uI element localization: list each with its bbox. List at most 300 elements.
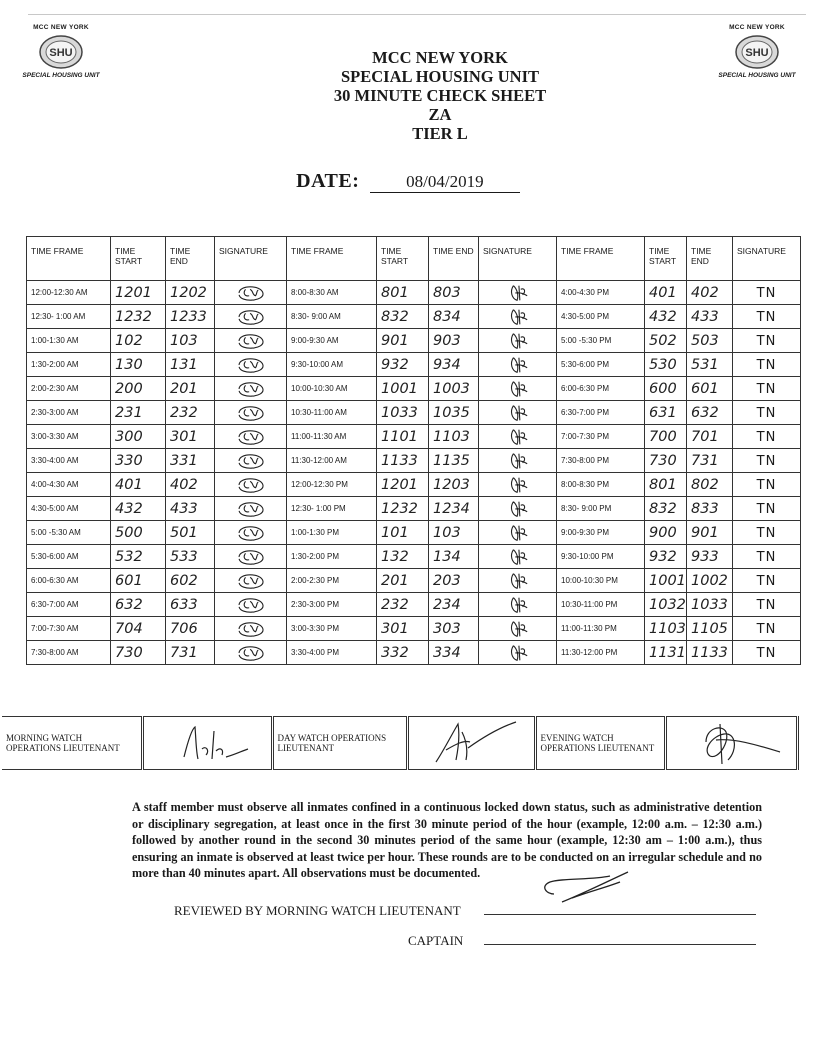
morning-initials-mark (228, 306, 274, 328)
time-start-cell: 232 (377, 593, 429, 617)
time-end-cell: 501 (166, 521, 215, 545)
time-start-cell: 500 (111, 521, 166, 545)
time-frame-cell: 5:00 -5:30 AM (27, 521, 111, 545)
signature-initials: TN (756, 405, 777, 421)
signature-cell (479, 305, 557, 329)
time-start-cell: 300 (111, 425, 166, 449)
observation-policy-notice: A staff member must observe all inmates confined in a continuous locked down status, such as administrative detention or disciplinary segregation, at least once in the first 30 minute period of the hour (example, 12:00 a.m. – 12:30 a.m.) followed by another round in the second 30 minutes period of the same hour (example, 12:30 am – 1:00 a.m.), thus ensuring an inmate is observed at least twice per hour. These rounds are to be conducted on an irregular schedule and no more than 40 minutes apart. All observations must be documented. (132, 800, 762, 880)
morning-initials-mark (228, 354, 274, 376)
column-header: TIME START (111, 237, 166, 281)
time-end-cell: 632 (687, 401, 733, 425)
time-end-cell: 201 (166, 377, 215, 401)
badge-text: SHU (745, 47, 769, 59)
morning-initials-mark (228, 426, 274, 448)
time-end-cell: 1202 (166, 281, 215, 305)
time-start-cell: 330 (111, 449, 166, 473)
signature-cell (733, 329, 801, 353)
time-frame-cell: 11:30-12:00 PM (557, 641, 645, 665)
time-end-cell: 203 (429, 569, 479, 593)
signature-initials: TN (756, 309, 777, 325)
time-end-cell: 1103 (429, 425, 479, 449)
time-end-cell: 1035 (429, 401, 479, 425)
signature-cell (733, 545, 801, 569)
time-start-cell: 201 (377, 569, 429, 593)
time-end-cell: 934 (429, 353, 479, 377)
day-initials-mark (495, 474, 541, 496)
table-row (27, 329, 801, 353)
day-initials-mark (495, 642, 541, 664)
column-header: TIME END (166, 237, 215, 281)
time-start-cell: 730 (111, 641, 166, 665)
time-start-cell: 704 (111, 617, 166, 641)
morning-initials-mark (228, 570, 274, 592)
time-start-cell: 932 (645, 545, 687, 569)
day-initials-mark (495, 618, 541, 640)
signature-cell (733, 377, 801, 401)
header-line-tier: TIER L (412, 124, 468, 143)
day-lieutenant-signature (407, 717, 535, 770)
signature-cell (215, 353, 287, 377)
time-start-cell: 1131 (645, 641, 687, 665)
signature-cell (215, 617, 287, 641)
time-frame-cell: 5:30-6:00 AM (27, 545, 111, 569)
day-initials-mark (495, 354, 541, 376)
shu-logo-left (6, 24, 116, 79)
time-start-cell: 801 (377, 281, 429, 305)
time-start-cell: 502 (645, 329, 687, 353)
time-frame-cell: 1:00-1:30 PM (287, 521, 377, 545)
time-end-cell: 103 (166, 329, 215, 353)
time-frame-cell: 6:00-6:30 PM (557, 377, 645, 401)
morning-lieutenant-label: MORNING WATCH OPERATIONS LIEUTENANT (2, 717, 142, 770)
table-row (27, 401, 801, 425)
signature-cell (733, 593, 801, 617)
time-end-cell: 503 (687, 329, 733, 353)
time-end-cell: 1234 (429, 497, 479, 521)
time-start-cell: 401 (645, 281, 687, 305)
time-end-cell: 331 (166, 449, 215, 473)
signature-initials: TN (756, 501, 777, 517)
signature-initials: TN (756, 381, 777, 397)
time-frame-cell: 7:30-8:00 AM (27, 641, 111, 665)
time-frame-cell: 2:00-2:30 PM (287, 569, 377, 593)
time-frame-cell: 2:30-3:00 PM (287, 593, 377, 617)
time-frame-cell: 5:00 -5:30 PM (557, 329, 645, 353)
time-start-cell: 1101 (377, 425, 429, 449)
signature-cell (733, 401, 801, 425)
time-start-cell: 432 (645, 305, 687, 329)
signature-cell (733, 617, 801, 641)
time-start-cell: 1201 (111, 281, 166, 305)
signature-cell (733, 305, 801, 329)
time-start-cell: 102 (111, 329, 166, 353)
table-header-row (27, 237, 801, 281)
column-header: SIGNATURE (479, 237, 557, 281)
time-end-cell: 901 (687, 521, 733, 545)
time-frame-cell: 10:00-10:30 AM (287, 377, 377, 401)
column-header: SIGNATURE (733, 237, 801, 281)
signature-cell (215, 305, 287, 329)
time-end-cell: 533 (166, 545, 215, 569)
column-header: TIME FRAME (27, 237, 111, 281)
table-row (27, 449, 801, 473)
column-header: TIME FRAME (287, 237, 377, 281)
day-initials-mark (495, 594, 541, 616)
morning-initials-mark (228, 450, 274, 472)
morning-initials-mark (228, 522, 274, 544)
time-end-cell: 334 (429, 641, 479, 665)
time-start-cell: 601 (111, 569, 166, 593)
table-row (27, 497, 801, 521)
time-start-cell: 700 (645, 425, 687, 449)
time-end-cell: 1003 (429, 377, 479, 401)
column-header: TIME END (429, 237, 479, 281)
time-end-cell: 1203 (429, 473, 479, 497)
morning-initials-mark (228, 498, 274, 520)
time-start-cell: 832 (377, 305, 429, 329)
day-initials-mark (495, 282, 541, 304)
signature-initials: TN (756, 333, 777, 349)
evening-lieutenant-label: EVENING WATCH OPERATIONS LIEUTENANT (535, 717, 665, 770)
time-end-cell: 803 (429, 281, 479, 305)
column-header: SIGNATURE (215, 237, 287, 281)
table-row (27, 425, 801, 449)
time-start-cell: 532 (111, 545, 166, 569)
time-start-cell: 1032 (645, 593, 687, 617)
time-frame-cell: 2:00-2:30 AM (27, 377, 111, 401)
time-frame-cell: 3:30-4:00 PM (287, 641, 377, 665)
time-start-cell: 132 (377, 545, 429, 569)
signature-cell (479, 593, 557, 617)
signature-cell (733, 449, 801, 473)
column-header: TIME END (687, 237, 733, 281)
day-initials-mark (495, 306, 541, 328)
signature-cell (215, 641, 287, 665)
signature-cell (215, 377, 287, 401)
document-header (240, 48, 640, 143)
signature-cell (733, 521, 801, 545)
day-initials-mark (495, 522, 541, 544)
time-frame-cell: 5:30-6:00 PM (557, 353, 645, 377)
signature-cell (479, 641, 557, 665)
signature-cell (733, 641, 801, 665)
time-frame-cell: 10:00-10:30 PM (557, 569, 645, 593)
time-end-cell: 131 (166, 353, 215, 377)
time-start-cell: 1001 (645, 569, 687, 593)
signature-initials: TN (756, 525, 777, 541)
time-frame-cell: 3:00-3:30 AM (27, 425, 111, 449)
time-frame-cell: 9:00-9:30 AM (287, 329, 377, 353)
table-row (27, 545, 801, 569)
table-row (27, 641, 801, 665)
day-lieutenant-label: DAY WATCH OPERATIONS LIEUTENANT (272, 717, 407, 770)
time-start-cell: 901 (377, 329, 429, 353)
table-row (27, 377, 801, 401)
morning-lieutenant-signature (142, 717, 272, 770)
time-start-cell: 1201 (377, 473, 429, 497)
signature-cell (479, 329, 557, 353)
time-end-cell: 1135 (429, 449, 479, 473)
time-frame-cell: 6:30-7:00 AM (27, 593, 111, 617)
header-line-facility: MCC NEW YORK (372, 48, 508, 67)
signature-cell (215, 593, 287, 617)
time-start-cell: 900 (645, 521, 687, 545)
time-frame-cell: 10:30-11:00 AM (287, 401, 377, 425)
time-start-cell: 530 (645, 353, 687, 377)
time-start-cell: 600 (645, 377, 687, 401)
signature-initials: TN (756, 597, 777, 613)
reviewed-by-line (484, 914, 756, 915)
signature-cell (215, 425, 287, 449)
time-start-cell: 332 (377, 641, 429, 665)
time-frame-cell: 4:00-4:30 PM (557, 281, 645, 305)
time-frame-cell: 1:00-1:30 AM (27, 329, 111, 353)
time-frame-cell: 9:00-9:30 PM (557, 521, 645, 545)
morning-initials-mark (228, 282, 274, 304)
table-row (27, 353, 801, 377)
time-frame-cell: 8:00-8:30 AM (287, 281, 377, 305)
logo-top-text: MCC NEW YORK (33, 24, 89, 31)
morning-initials-mark (228, 642, 274, 664)
time-end-cell: 731 (166, 641, 215, 665)
morning-initials-mark (228, 330, 274, 352)
date-row (0, 170, 816, 193)
header-line-unit: SPECIAL HOUSING UNIT (340, 67, 540, 86)
time-start-cell: 1232 (377, 497, 429, 521)
day-initials-mark (495, 546, 541, 568)
time-frame-cell: 9:30-10:00 PM (557, 545, 645, 569)
time-end-cell: 731 (687, 449, 733, 473)
shu-badge-icon (734, 34, 780, 70)
time-end-cell: 802 (687, 473, 733, 497)
time-end-cell: 234 (429, 593, 479, 617)
morning-initials-mark (228, 474, 274, 496)
time-start-cell: 101 (377, 521, 429, 545)
signature-cell (479, 425, 557, 449)
signature-cell (215, 545, 287, 569)
time-frame-cell: 10:30-11:00 PM (557, 593, 645, 617)
time-start-cell: 200 (111, 377, 166, 401)
time-end-cell: 402 (166, 473, 215, 497)
time-frame-cell: 12:00-12:30 AM (27, 281, 111, 305)
time-frame-cell: 4:30-5:00 AM (27, 497, 111, 521)
table-row (27, 305, 801, 329)
top-rule (28, 14, 806, 15)
time-end-cell: 1133 (687, 641, 733, 665)
time-frame-cell: 6:00-6:30 AM (27, 569, 111, 593)
morning-initials-mark (228, 402, 274, 424)
signature-initials: TN (756, 285, 777, 301)
table-row (27, 473, 801, 497)
logo-bottom-text: SPECIAL HOUSING UNIT (718, 72, 796, 79)
time-end-cell: 701 (687, 425, 733, 449)
time-frame-cell: 12:30- 1:00 AM (27, 305, 111, 329)
shu-logo-right (702, 24, 812, 79)
time-frame-cell: 8:30- 9:00 PM (557, 497, 645, 521)
time-end-cell: 1105 (687, 617, 733, 641)
time-frame-cell: 8:30- 9:00 AM (287, 305, 377, 329)
day-initials-mark (495, 402, 541, 424)
table-row (27, 569, 801, 593)
table-row (27, 521, 801, 545)
signature-cell (479, 449, 557, 473)
shu-badge-icon (38, 34, 84, 70)
time-start-cell: 231 (111, 401, 166, 425)
time-end-cell: 601 (687, 377, 733, 401)
time-start-cell: 432 (111, 497, 166, 521)
signature-cell (479, 569, 557, 593)
check-sheet-table (26, 236, 801, 665)
signature-cell (215, 521, 287, 545)
table-row (27, 593, 801, 617)
time-frame-cell: 12:30- 1:00 PM (287, 497, 377, 521)
signature-cell (479, 377, 557, 401)
time-end-cell: 933 (687, 545, 733, 569)
signature-initials: TN (756, 453, 777, 469)
time-end-cell: 903 (429, 329, 479, 353)
signature-initials: TN (756, 477, 777, 493)
signature-cell (479, 617, 557, 641)
time-start-cell: 801 (645, 473, 687, 497)
time-start-cell: 1033 (377, 401, 429, 425)
signature-cell (479, 401, 557, 425)
day-initials-mark (495, 330, 541, 352)
signature-cell (215, 401, 287, 425)
time-frame-cell: 7:00-7:30 AM (27, 617, 111, 641)
time-start-cell: 632 (111, 593, 166, 617)
time-frame-cell: 1:30-2:00 AM (27, 353, 111, 377)
date-label: DATE: (296, 170, 360, 192)
time-frame-cell: 11:00-11:30 PM (557, 617, 645, 641)
day-initials-mark (495, 378, 541, 400)
signature-initials: TN (756, 357, 777, 373)
time-start-cell: 401 (111, 473, 166, 497)
reviewed-by-label: REVIEWED BY MORNING WATCH LIEUTENANT (174, 903, 461, 918)
signature-initials: TN (756, 549, 777, 565)
header-line-zone: ZA (428, 105, 452, 124)
signature-cell (215, 569, 287, 593)
column-header: TIME START (377, 237, 429, 281)
time-end-cell: 834 (429, 305, 479, 329)
morning-initials-mark (228, 546, 274, 568)
time-start-cell: 1232 (111, 305, 166, 329)
time-frame-cell: 1:30-2:00 PM (287, 545, 377, 569)
time-frame-cell: 2:30-3:00 AM (27, 401, 111, 425)
signature-initials: TN (756, 621, 777, 637)
signature-cell (479, 545, 557, 569)
time-frame-cell: 12:00-12:30 PM (287, 473, 377, 497)
time-end-cell: 433 (166, 497, 215, 521)
captain-label: CAPTAIN (408, 933, 464, 948)
evening-lieutenant-signature (665, 717, 797, 770)
morning-initials-mark (228, 378, 274, 400)
time-end-cell: 303 (429, 617, 479, 641)
time-frame-cell: 9:30-10:00 AM (287, 353, 377, 377)
time-frame-cell: 8:00-8:30 PM (557, 473, 645, 497)
signature-cell (215, 497, 287, 521)
signature-initials: TN (756, 429, 777, 445)
header-line-sheet-title: 30 MINUTE CHECK SHEET (333, 86, 547, 105)
time-start-cell: 932 (377, 353, 429, 377)
time-start-cell: 1133 (377, 449, 429, 473)
reviewer-signature (532, 868, 642, 908)
time-frame-cell: 4:00-4:30 AM (27, 473, 111, 497)
captain-line (484, 944, 756, 945)
time-frame-cell: 6:30-7:00 PM (557, 401, 645, 425)
badge-text: SHU (49, 47, 73, 59)
signature-initials: TN (756, 573, 777, 589)
signature-cell (479, 353, 557, 377)
signature-cell (215, 449, 287, 473)
column-header: TIME START (645, 237, 687, 281)
signature-cell (479, 473, 557, 497)
signature-cell (479, 497, 557, 521)
time-end-cell: 103 (429, 521, 479, 545)
time-end-cell: 633 (166, 593, 215, 617)
morning-initials-mark (228, 594, 274, 616)
time-frame-cell: 11:00-11:30 AM (287, 425, 377, 449)
column-header: TIME FRAME (557, 237, 645, 281)
morning-initials-mark (228, 618, 274, 640)
time-start-cell: 832 (645, 497, 687, 521)
day-initials-mark (495, 450, 541, 472)
time-end-cell: 402 (687, 281, 733, 305)
day-initials-mark (495, 498, 541, 520)
signature-initials: TN (756, 645, 777, 661)
time-end-cell: 433 (687, 305, 733, 329)
date-value: 08/04/2019 (370, 172, 520, 193)
signature-cell (215, 281, 287, 305)
day-initials-mark (495, 570, 541, 592)
signature-cell (479, 281, 557, 305)
time-end-cell: 301 (166, 425, 215, 449)
time-start-cell: 1103 (645, 617, 687, 641)
day-initials-mark (495, 426, 541, 448)
signature-cell (733, 353, 801, 377)
time-end-cell: 706 (166, 617, 215, 641)
signature-cell (733, 281, 801, 305)
signature-cell (479, 521, 557, 545)
time-start-cell: 730 (645, 449, 687, 473)
signature-cell (733, 497, 801, 521)
time-start-cell: 631 (645, 401, 687, 425)
time-end-cell: 1233 (166, 305, 215, 329)
lieutenant-signature-block (2, 716, 799, 770)
signature-cell (215, 329, 287, 353)
time-end-cell: 531 (687, 353, 733, 377)
time-frame-cell: 7:30-8:00 PM (557, 449, 645, 473)
logo-bottom-text: SPECIAL HOUSING UNIT (22, 72, 100, 79)
time-end-cell: 602 (166, 569, 215, 593)
time-frame-cell: 11:30-12:00 AM (287, 449, 377, 473)
time-end-cell: 134 (429, 545, 479, 569)
signature-cell (733, 473, 801, 497)
signature-cell (733, 425, 801, 449)
table-row (27, 617, 801, 641)
signature-cell (733, 569, 801, 593)
time-frame-cell: 3:30-4:00 AM (27, 449, 111, 473)
table-row (27, 281, 801, 305)
logo-top-text: MCC NEW YORK (729, 24, 785, 31)
time-end-cell: 232 (166, 401, 215, 425)
time-start-cell: 130 (111, 353, 166, 377)
time-end-cell: 1033 (687, 593, 733, 617)
time-end-cell: 1002 (687, 569, 733, 593)
time-frame-cell: 7:00-7:30 PM (557, 425, 645, 449)
time-frame-cell: 4:30-5:00 PM (557, 305, 645, 329)
table-body (27, 281, 801, 665)
time-frame-cell: 3:00-3:30 PM (287, 617, 377, 641)
